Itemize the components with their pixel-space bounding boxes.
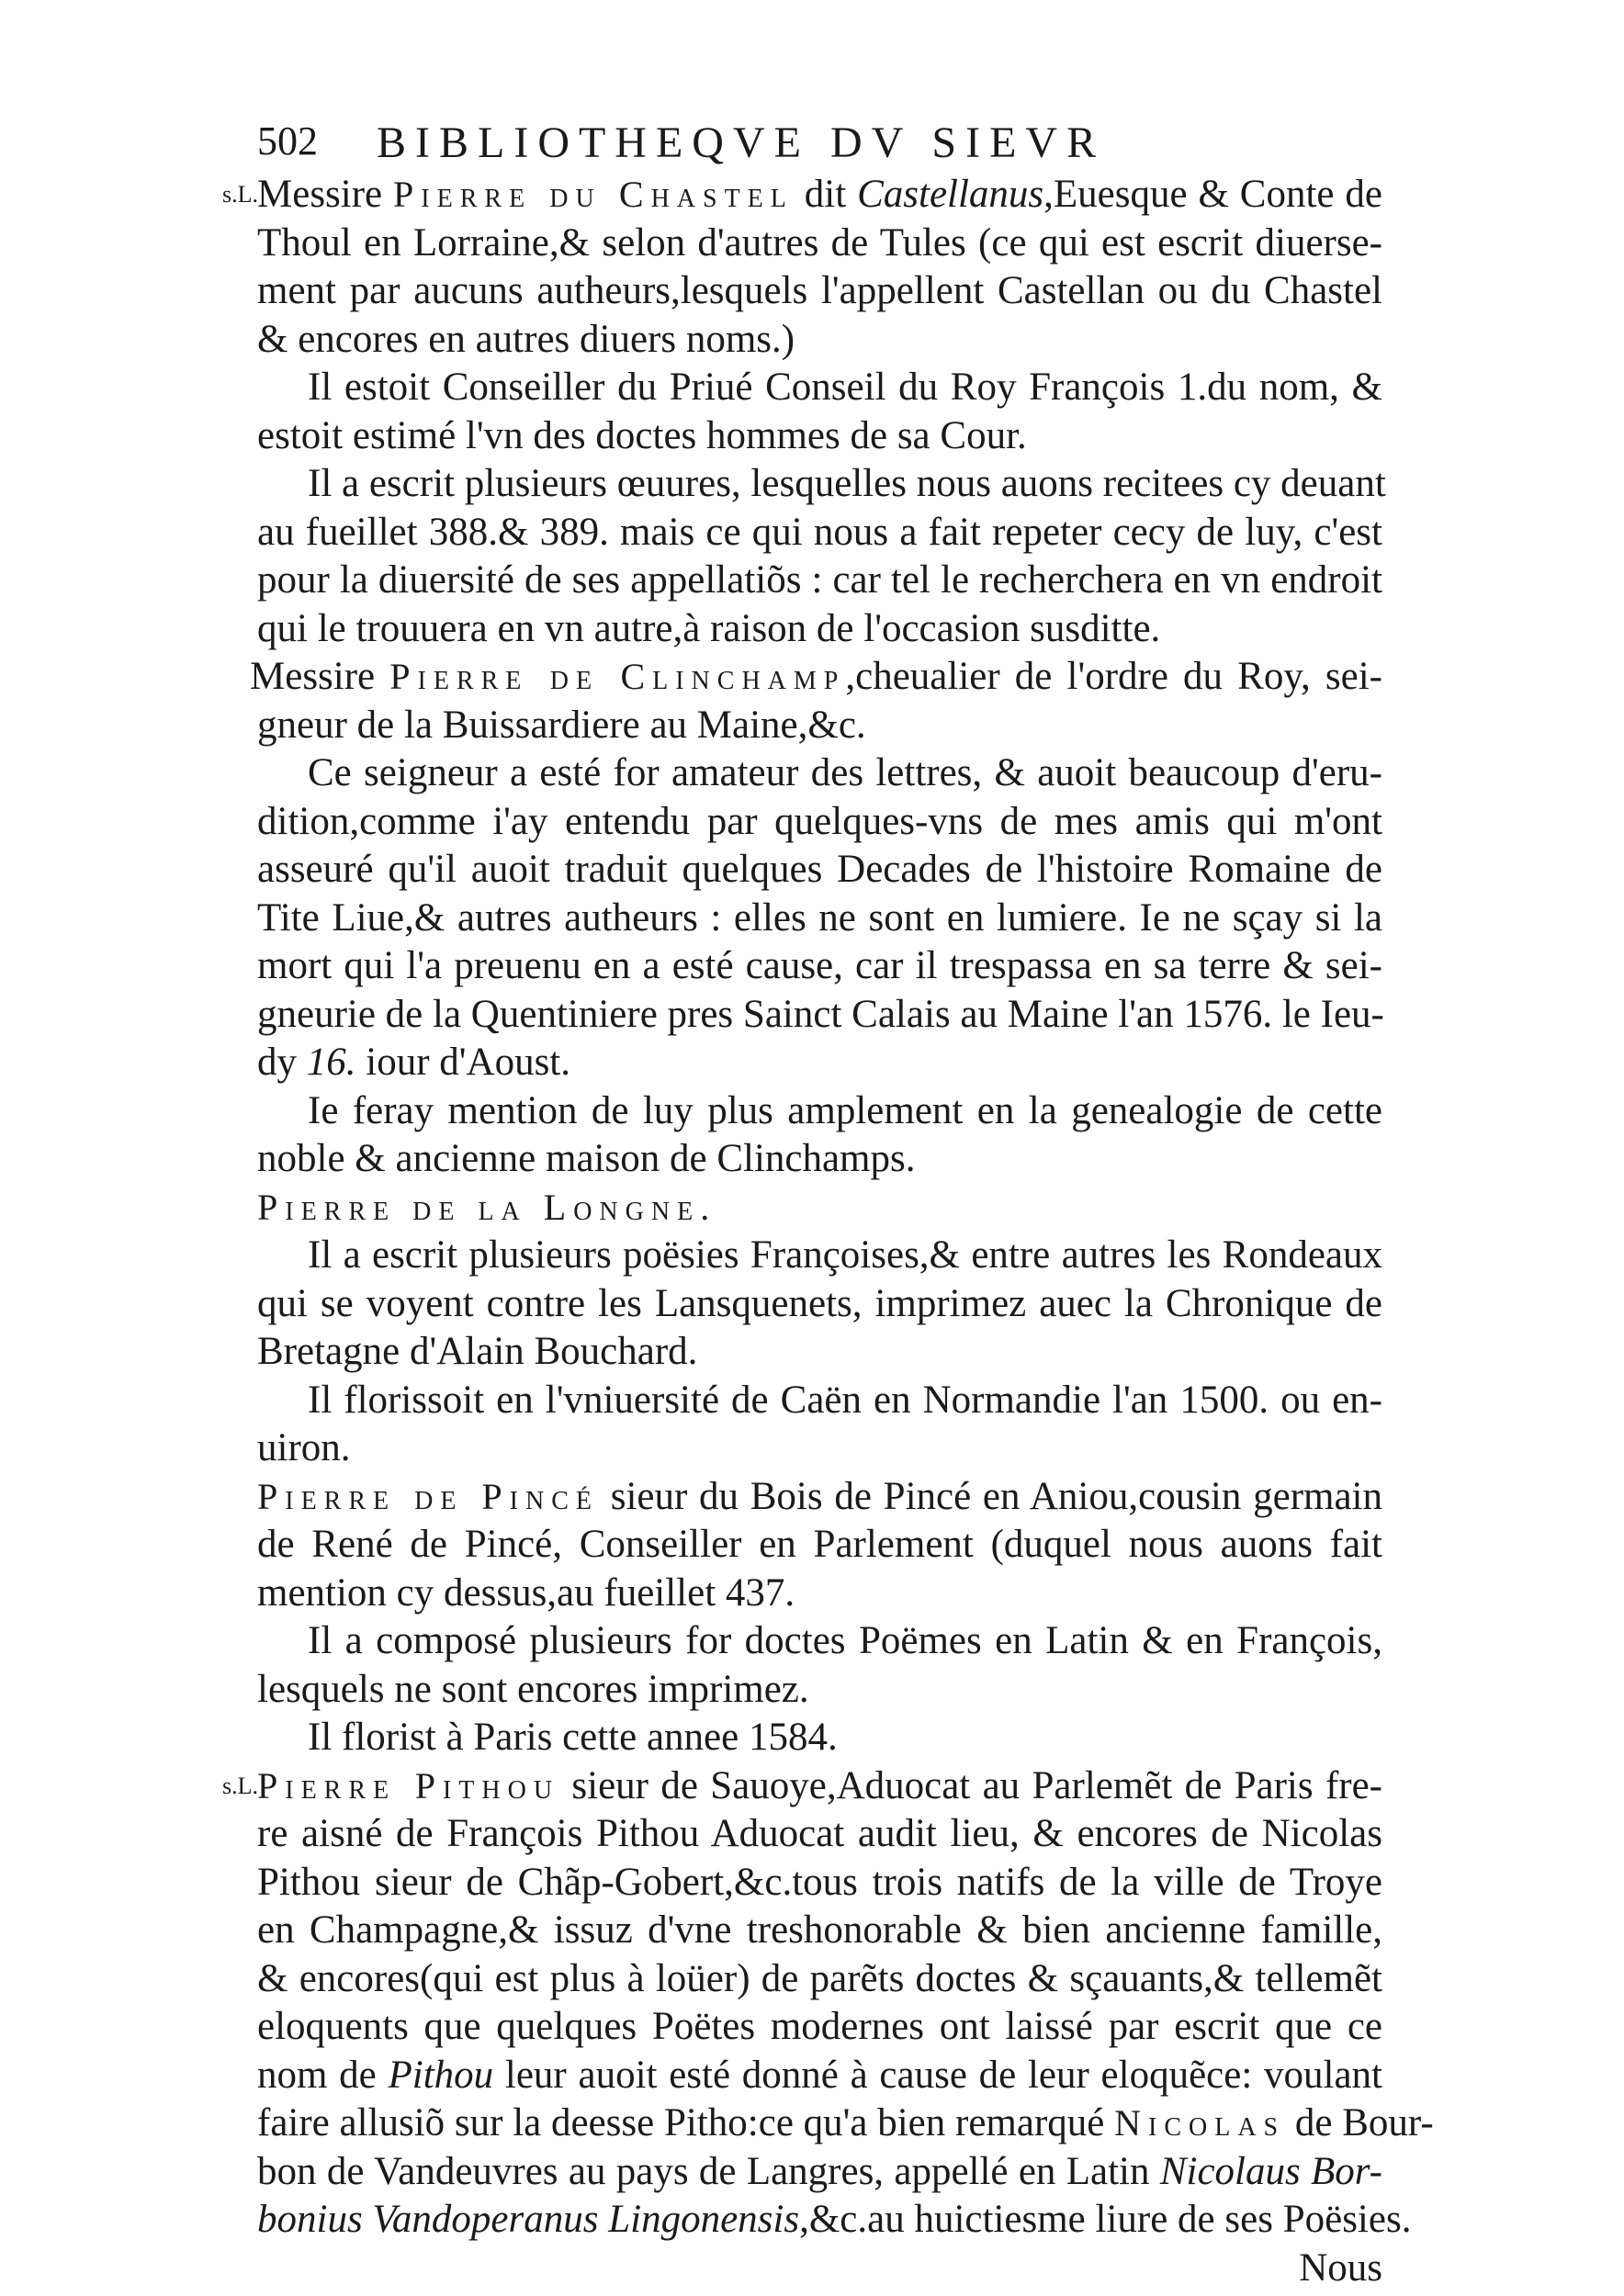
text-segment: iour d'Aoust. bbox=[355, 1041, 570, 1084]
latin-name: bonius Vandoperanus Lingonensis bbox=[257, 2198, 800, 2241]
text-line: uiron. bbox=[257, 1426, 351, 1469]
text-segment: ,cheualier de l'ordre du Roy, sei- bbox=[845, 655, 1382, 698]
margin-note: s.L. bbox=[222, 1772, 258, 1799]
author-name: Pierre du Chastel bbox=[393, 174, 794, 215]
text-line bbox=[257, 1184, 1382, 1232]
text-line: pour la diuersité de ses appellatiõs : car tel le recherchera en vn endroit bbox=[257, 558, 1382, 602]
text-line: lesquels ne sont encores imprimez. bbox=[257, 1667, 809, 1711]
text-segment: ,&c.au huictiesme liure de ses Poësies. bbox=[799, 2198, 1412, 2241]
text-line: Ie feray mention de luy plus amplement en la genealogie de cette bbox=[308, 1088, 1382, 1132]
running-title: BIBLIOTHEQVE DV SIEVR bbox=[377, 118, 1106, 167]
body-text bbox=[222, 171, 1434, 2292]
text-line: Il a escrit plusieurs poësies Françoises,& entre autres les Rondeaux bbox=[308, 1233, 1382, 1277]
text-line: Bretagne d'Alain Bouchard. bbox=[257, 1330, 698, 1373]
text-line: Il florist à Paris cette annee 1584. bbox=[308, 1716, 838, 1759]
text-line: Pithou sieur de Chãp-Gobert,&c.tous trois natifs de la ville de Troye bbox=[257, 1860, 1382, 1904]
text-line: Thoul en Lorraine,& selon d'autres de Tules (ce qui est escrit diuerse- bbox=[257, 220, 1382, 264]
text-segment: 16. bbox=[306, 1041, 356, 1084]
text-segment: sieur de Sauoye,Aduocat au Parlemẽt de Paris fre- bbox=[559, 1763, 1382, 1807]
text-line: re aisné de François Pithou Aduocat audit lieu, & encores de Nicolas bbox=[257, 1812, 1382, 1855]
text-line: eloquents que quelques Poëtes modernes ont laissé par escrit que ce bbox=[257, 2005, 1382, 2048]
text-line: qui se voyent contre les Lansquenets, imprimez auec la Chronique de bbox=[257, 1281, 1382, 1325]
text-line: Il estoit Conseiller du Priué Conseil du Roy François 1.du nom, & bbox=[308, 366, 1382, 409]
text-line: de René de Pincé, Conseiller en Parlement (duquel nous auons fait bbox=[257, 1523, 1382, 1566]
text-line: & encores en autres diuers noms.) bbox=[257, 317, 795, 361]
text-segment: faire allusiõ sur la deesse Pitho:ce qu'a bien remarqué bbox=[257, 2101, 1115, 2144]
text-line bbox=[222, 1762, 1382, 1811]
text-line: ment par aucuns autheurs,lesquels l'appellent Castellan ou du Chastel bbox=[257, 269, 1382, 312]
author-name: Pierre de Pincé bbox=[257, 1475, 599, 1517]
text-segment: nom de bbox=[257, 2053, 389, 2097]
text-segment: Messire bbox=[257, 173, 394, 216]
author-name: Pierre Pithou bbox=[257, 1764, 560, 1806]
text-segment: dy bbox=[257, 1041, 307, 1084]
text-line bbox=[222, 171, 1382, 219]
text-line: Il a composé plusieurs for doctes Poëmes en Latin & en François, bbox=[308, 1619, 1382, 1662]
text-line: asseuré qu'il auoit traduit quelques Decades de l'histoire Romaine de bbox=[257, 848, 1382, 891]
text-segment: leur auoit esté donné à cause de leur eloquẽce: voulant bbox=[493, 2053, 1382, 2097]
text-line: estoit estimé l'vn des doctes hommes de sa Cour. bbox=[257, 413, 1027, 457]
text-line: qui le trouuera en vn autre,à raison de l'occasion susditte. bbox=[257, 606, 1161, 650]
latin-name: Castellanus bbox=[857, 173, 1044, 216]
text-line: en Champagne,& issuz d'vne treshonorable & bien ancienne famille, bbox=[257, 1908, 1382, 1952]
text-line: mention cy dessus,au fueillet 437. bbox=[257, 1570, 795, 1615]
text-line: noble & ancienne maison de Clinchamps. bbox=[257, 1137, 916, 1180]
text-segment: Messire bbox=[250, 655, 390, 698]
author-name: Nicolas bbox=[1114, 2102, 1286, 2144]
text-line: gneur de la Buissardiere au Maine,&c. bbox=[257, 703, 866, 747]
text-segment: de Bour- bbox=[1285, 2101, 1434, 2144]
text-line bbox=[257, 2052, 1382, 2100]
text-line: gneurie de la Quentiniere pres Sainct Calais au Maine l'an 1576. le Ieu- bbox=[257, 992, 1384, 1036]
text-line: Il florissoit en l'vniuersité de Caën en Normandie l'an 1500. ou en- bbox=[308, 1378, 1382, 1422]
page-number: 502 bbox=[257, 118, 318, 163]
text-line bbox=[257, 2099, 1434, 2148]
latin-name: Nicolaus Bor- bbox=[1159, 2149, 1382, 2193]
author-name: Pierre de la Longne. bbox=[257, 1186, 717, 1228]
text-line bbox=[257, 2148, 1382, 2197]
text-line: & encores(qui est plus à loüer) de parẽts doctes & sçauants,& tellemẽt bbox=[257, 1956, 1382, 2000]
author-name: Pierre de Clinchamp bbox=[389, 656, 846, 697]
text-line: Tite Liue,& autres autheurs : elles ne sont en lumiere. Ie ne sçay si la bbox=[257, 895, 1382, 940]
margin-note: s.L. bbox=[222, 181, 258, 208]
text-line bbox=[257, 1039, 1382, 1087]
text-line bbox=[257, 2196, 1412, 2245]
text-line: dition,comme i'ay entendu par quelques-vns de mes amis qui m'ont bbox=[257, 799, 1382, 843]
text-line: Ce seigneur a esté for amateur des lettres, & auoit beaucoup d'eru- bbox=[308, 751, 1382, 794]
text-line bbox=[257, 1473, 1382, 1522]
text-line: au fueillet 388.& 389. mais ce qui nous a fait repeter cecy de luy, c'est bbox=[257, 510, 1382, 554]
text-segment: ,Euesque & Conte de bbox=[1043, 173, 1382, 216]
text-segment: dit bbox=[793, 173, 858, 216]
latin-name: Pithou bbox=[388, 2053, 494, 2097]
text-line bbox=[250, 653, 1382, 702]
text-segment: sieur du Bois de Pincé en Aniou,cousin germain bbox=[598, 1474, 1382, 1518]
text-line: Il a escrit plusieurs œuures, lesquelles nous auons recitees cy deuant bbox=[308, 462, 1386, 505]
text-line: mort qui l'a preuenu en a esté cause, car il trespassa en sa terre & sei- bbox=[257, 944, 1382, 987]
catchword: Nous bbox=[1299, 2245, 1382, 2290]
text-segment: bon de Vandeuvres au pays de Langres, appellé en Latin bbox=[257, 2149, 1160, 2193]
